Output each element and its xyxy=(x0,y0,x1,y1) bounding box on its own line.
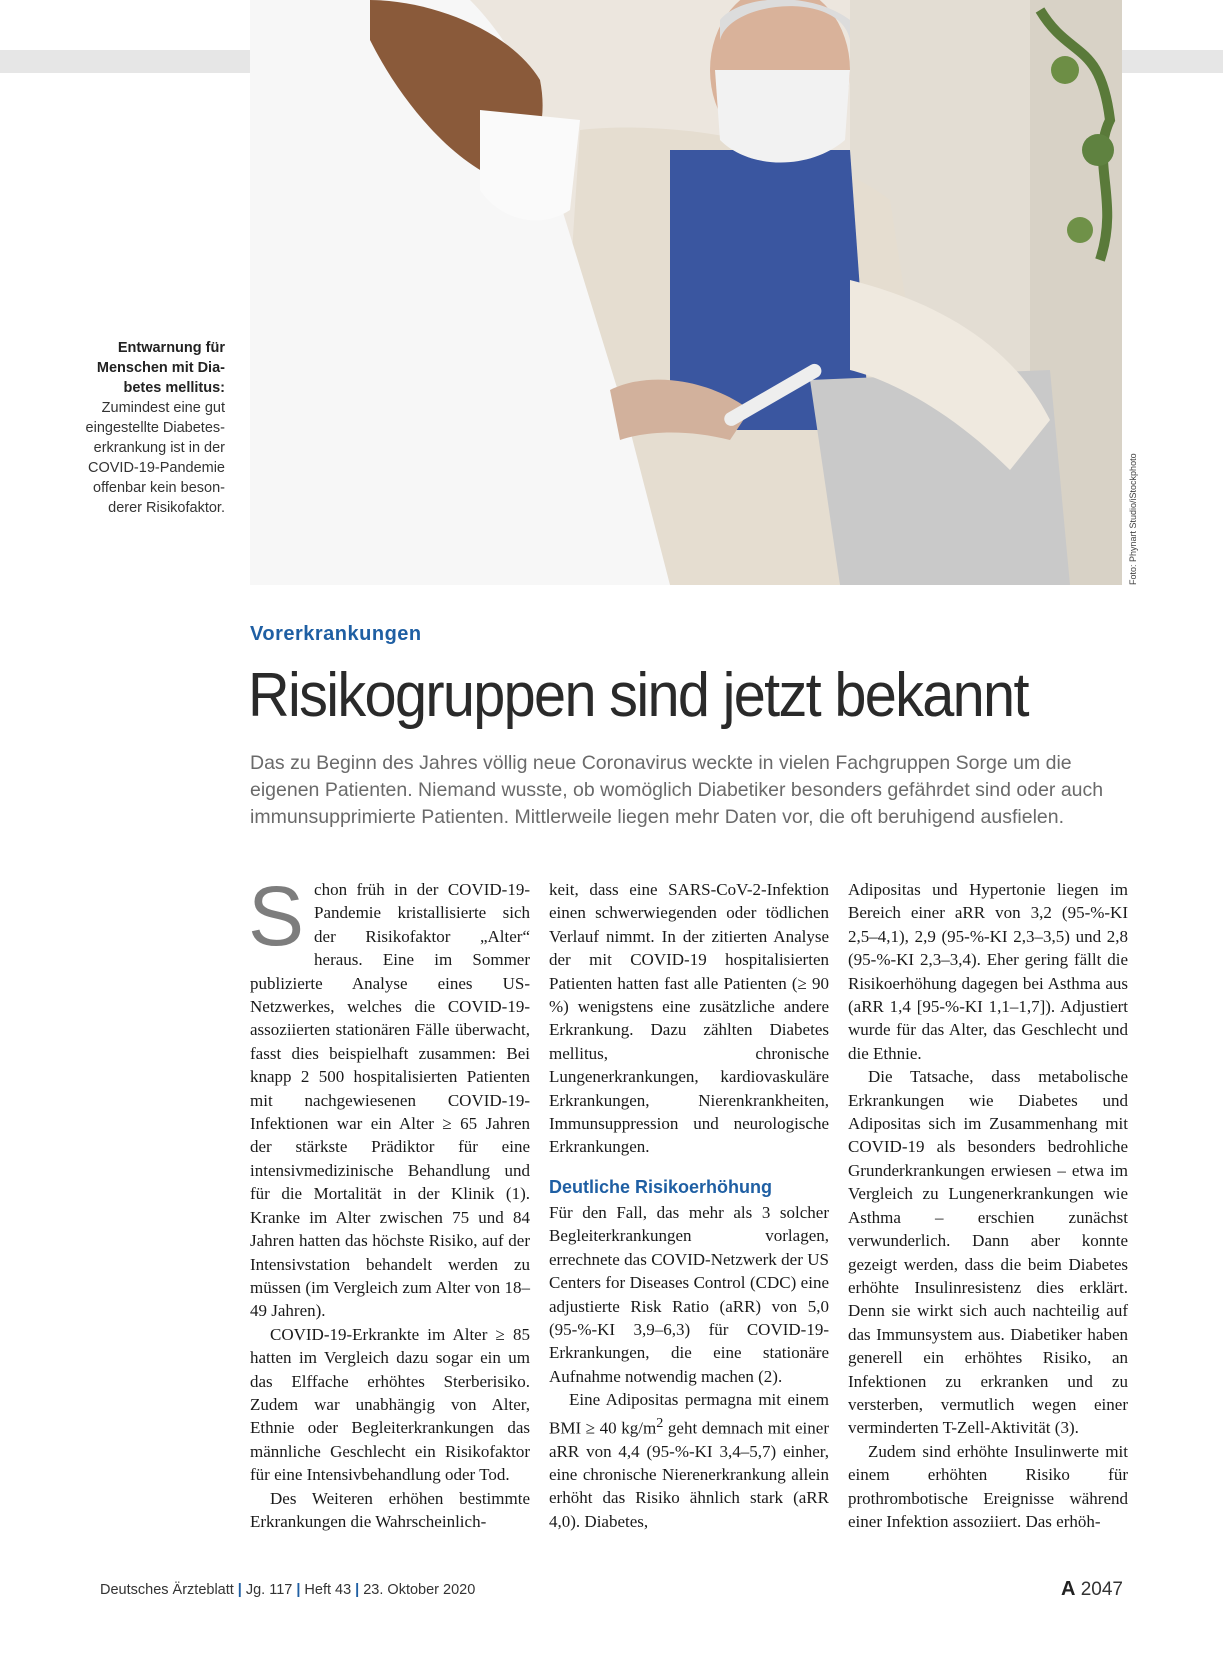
page-footer xyxy=(100,1582,475,1598)
paragraph-text: geht demnach mit einer aRR von 4,4 (95-%-KI 3,4–5,7) einher, eine chronische Nierenerkrankung allein erhöht das Risiko ähnlich stark (aRR 4,0). Diabetes, xyxy=(549,1418,829,1531)
journal-name: Deutsches Ärzteblatt xyxy=(100,1582,234,1598)
volume: Jg. 117 xyxy=(245,1582,293,1598)
article-title: Risikogruppen sind jetzt bekannt xyxy=(248,661,1028,730)
separator: | xyxy=(237,1582,242,1598)
paragraph: Für den Fall, das mehr als 3 solcher Begleiterkrankungen vorlagen, errechnete das COVID-Netzwerk der US Centers for Diseases Control (CDC) eine adjustierte Risk Ratio (aRR) von 5,0 (95-%-KI 3,9–6,3) für COVID-19-Erkrankungen, die eine stationäre Aufnahme notwendig machen (2). xyxy=(549,1202,829,1386)
paragraph-text: Eine Adipositas permagna mit einem BMI ≥ 40 kg/m xyxy=(549,1390,829,1438)
page-number-value: 2047 xyxy=(1080,1579,1123,1600)
text-column-3 xyxy=(848,878,1128,1533)
paragraph: keit, dass eine SARS-CoV-2-Infektion einen schwerwiegenden oder tödlichen Verlauf nimmt. In der zitierten Analyse der mit COVID-19 hospitalisierten Patienten hatten fast alle Patienten (≥ 90 %) wenigstens eine zusätzliche andere Erkrankung. Dazu zählten Diabetes mellitus, chronische Lungenerkrankungen, kardiovaskuläre Erkrankungen, Nierenkrankheiten, Immunsuppression und neurologische Erkrankungen. xyxy=(549,880,829,1157)
text-column-2 xyxy=(549,878,829,1533)
paragraph xyxy=(549,1388,829,1533)
issue: Heft 43 xyxy=(304,1582,352,1598)
caption-bold: Entwarnung für Menschen mit Diabetes mellitus: xyxy=(96,340,225,396)
article-kicker: Vorerkrankungen xyxy=(250,623,422,645)
photo-credit: Foto: Phynart Studio/iStockphoto xyxy=(1128,453,1138,585)
paragraph: COVID-19-Erkrankte im Alter ≥ 85 hatten im Vergleich dazu sogar ein um das Elffache erhöhtes Sterberisiko. Zudem war unabhängig von Alter, Ethnie oder Begleiterkrankungen das männliche Geschlecht ein Risikofaktor für eine Intensivbehandlung oder Tod. xyxy=(250,1324,530,1485)
section-subhead: Deutliche Risikoerhöhung xyxy=(549,1176,773,1197)
date: 23. Oktober 2020 xyxy=(363,1582,476,1598)
photo-illustration xyxy=(250,0,1122,585)
caption-text: Zumindest eine gut eingestellte Diabeteserkrankung ist in der COVID-19-Pandemie offenbar kein besonderer Risikofaktor. xyxy=(85,400,225,516)
text-column-1 xyxy=(248,869,530,1533)
page-prefix: A xyxy=(1060,1578,1076,1600)
drop-cap: S xyxy=(248,869,305,963)
separator: | xyxy=(355,1582,360,1598)
article-lead: Das zu Beginn des Jahres völlig neue Coronavirus weckte in vielen Fachgruppen Sorge um die eigenen Patienten. Niemand wusste, ob womöglich Diabetiker besonders gefährdet sind oder auch immunsupprimierte Patienten. Mittlerweile liegen mehr Daten vor, die oft beruhigend ausfielen. xyxy=(250,752,1104,828)
paragraph: Des Weiteren erhöhen bestimmte Erkrankungen die Wahrscheinlich- xyxy=(250,1488,530,1531)
paragraph: Zudem sind erhöhte Insulinwerte mit einem erhöhten Risiko für prothrombotische Ereignisse während einer Infektion assoziiert. Das erhöh- xyxy=(848,1441,1128,1531)
article-photo xyxy=(250,0,1122,585)
paragraph-text: chon früh in der COVID-19-Pandemie kristallisierte sich der Risikofaktor „Alter“ heraus. Eine im Sommer publizierte Analyse eines US-Netzwerkes, welches die COVID-19-assoziierten stationären Fälle überwacht, fasst dies beispielhaft zusammen: Bei knapp 2 500 hospitalisierten Patienten mit nachgewiesenen COVID-19-Infektionen war ein Alter ≥ 65 Jahren der stärkste Prädiktor für eine intensivmedizinische Behandlung und für die Mortalität in der Klinik (1). Kranke im Alter zwischen 75 und 84 Jahren hatten das höchste Risiko, auf der Intensivstation behandelt werden zu müssen (im Vergleich zum Alter von 18–49 Jahren). xyxy=(250,880,530,1321)
paragraph: Die Tatsache, dass metabolische Erkrankungen wie Diabetes und Adipositas sich im Zusammenhang mit COVID-19 als besonders bedrohliche Grunderkrankungen erwiesen – etwa im Vergleich zu Lungenerkrankungen wie Asthma – erschien zunächst verwunderlich. Dann aber konnte gezeigt werden, dass die beim Diabetes erhöhte Insulinresistenz dies erklärt. Denn sie wirkt sich auch nachteilig auf das Immunsystem aus. Diabetiker haben generell ein erhöhtes Risiko, an Infektionen zu erkranken und zu versterben, vermutlich wegen einer verminderten T-Zell-Aktivität (3). xyxy=(848,1067,1128,1438)
superscript: 2 xyxy=(656,1414,664,1431)
paragraph: Adipositas und Hypertonie liegen im Bereich einer aRR von 3,2 (95-%-KI 2,5–4,1), 2,9 (95-%-KI 2,3–3,5) und 2,8 (95-%-KI 2,3–3,4). Eher gering fällt die Risikoerhöhung dagegen bei Asthma aus (aRR 1,4 [95-%-KI 1,1–1,7]). Adjustiert wurde für das Alter, das Geschlecht und die Ethnie. xyxy=(848,880,1128,1063)
photo-caption xyxy=(80,338,225,518)
separator: | xyxy=(296,1582,301,1598)
page-number xyxy=(1061,1578,1123,1601)
paragraph xyxy=(248,869,530,1323)
